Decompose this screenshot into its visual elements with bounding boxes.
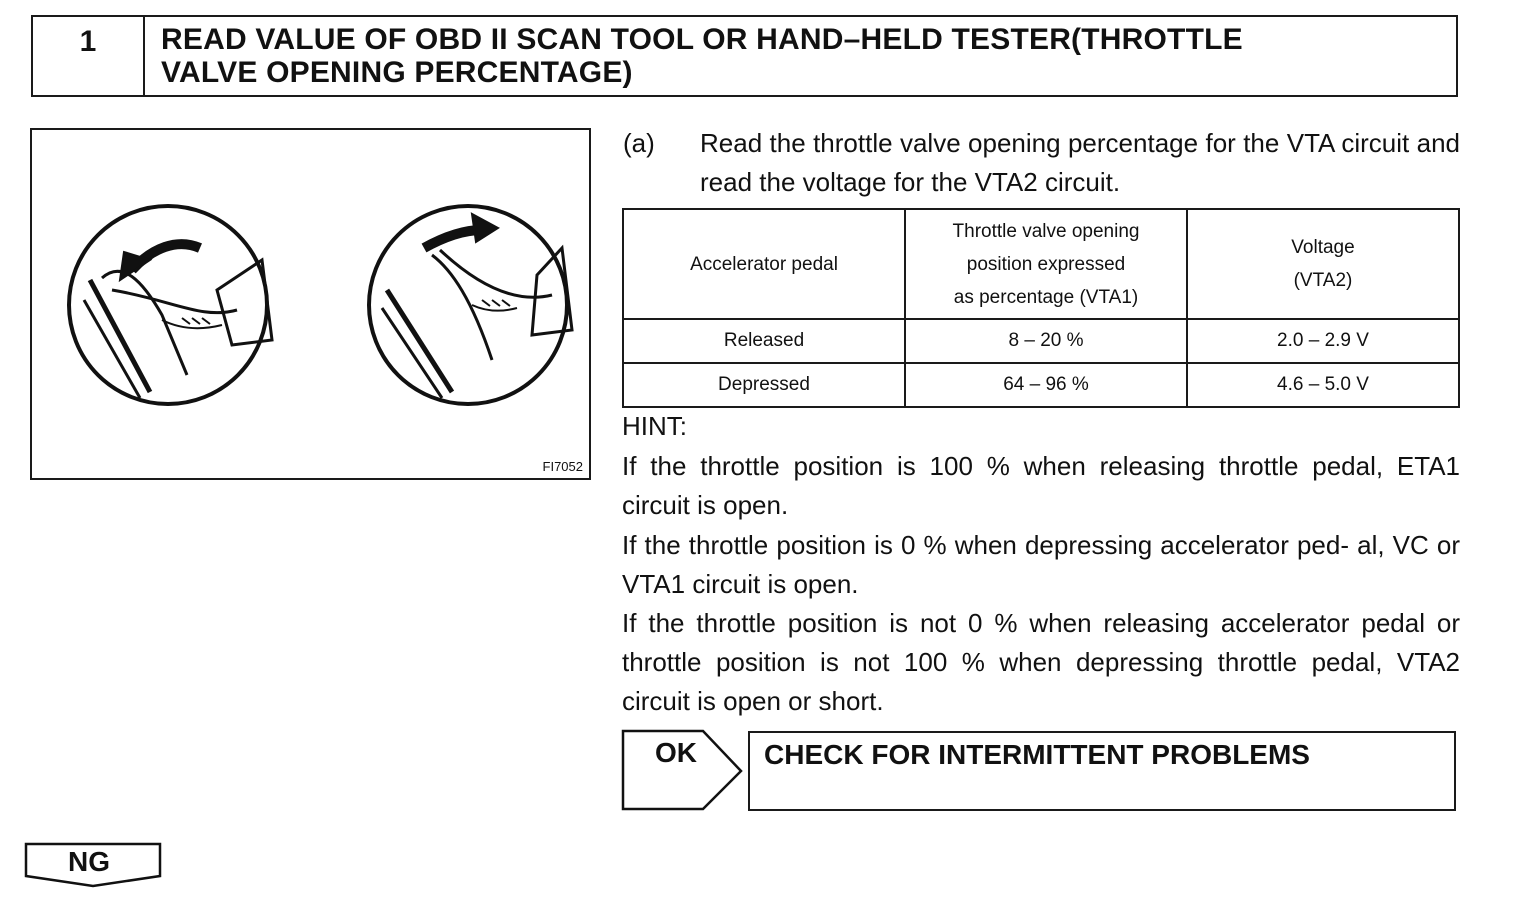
table-cell: Depressed bbox=[623, 363, 905, 407]
step-title-line-2: VALVE OPENING PERCENTAGE) bbox=[161, 56, 633, 89]
figure-code: FI7052 bbox=[542, 459, 583, 474]
table-cell: 4.6 – 5.0 V bbox=[1187, 363, 1459, 407]
ok-label: OK bbox=[655, 737, 697, 768]
table-cell: Released bbox=[623, 319, 905, 363]
table-header-row bbox=[623, 209, 1459, 319]
step-title bbox=[161, 23, 1441, 89]
header-line: Voltage bbox=[1291, 237, 1355, 258]
header-voltage bbox=[1187, 209, 1459, 319]
hint-item: If the throttle position is 100 % when releasing throttle pedal, ETA1 circuit is open. bbox=[622, 451, 1460, 520]
header-line: (VTA2) bbox=[1293, 270, 1353, 291]
hint-item: If the throttle position is 0 % when depressing accelerator ped- al, VC or VTA1 circuit is open. bbox=[622, 530, 1460, 599]
header-line: Accelerator pedal bbox=[690, 253, 838, 275]
table-row bbox=[623, 319, 1459, 363]
header-line: as percentage (VTA1) bbox=[953, 286, 1139, 308]
step-a-text: Read the throttle valve opening percentage for the VTA circuit and read the voltage for the VTA2 circuit. bbox=[700, 128, 1460, 197]
step-title-line-1: READ VALUE OF OBD II SCAN TOOL OR HAND–HELD TESTER(THROTTLE bbox=[161, 23, 1243, 56]
pedal-illustration bbox=[30, 128, 591, 480]
step-header bbox=[31, 15, 1458, 97]
table-row bbox=[623, 363, 1459, 407]
header-line: Throttle valve opening bbox=[952, 220, 1140, 242]
table-cell: 64 – 96 % bbox=[905, 363, 1187, 407]
header-throttle-opening bbox=[905, 209, 1187, 319]
ok-result-box bbox=[748, 731, 1456, 811]
ok-result-text: CHECK FOR INTERMITTENT PROBLEMS bbox=[764, 739, 1310, 770]
pedal-released-icon bbox=[69, 206, 272, 404]
pedal-drawing bbox=[32, 130, 589, 478]
header-accelerator-pedal bbox=[623, 209, 905, 319]
pedal-depressed-icon bbox=[369, 206, 572, 404]
table-cell: 8 – 20 % bbox=[905, 319, 1187, 363]
header-line: position expressed bbox=[966, 253, 1126, 275]
hint-item: If the throttle position is not 0 % when releasing accelerator pedal or throttle position is not 100 % when depressing throttle pedal, VTA2 circuit is open or short. bbox=[622, 608, 1460, 716]
ng-label: NG bbox=[68, 846, 110, 877]
table-cell: 2.0 – 2.9 V bbox=[1187, 319, 1459, 363]
step-a-label: (a) bbox=[623, 128, 655, 158]
spec-table bbox=[622, 208, 1460, 408]
hint-label: HINT: bbox=[622, 411, 687, 441]
step-number: 1 bbox=[33, 17, 145, 95]
